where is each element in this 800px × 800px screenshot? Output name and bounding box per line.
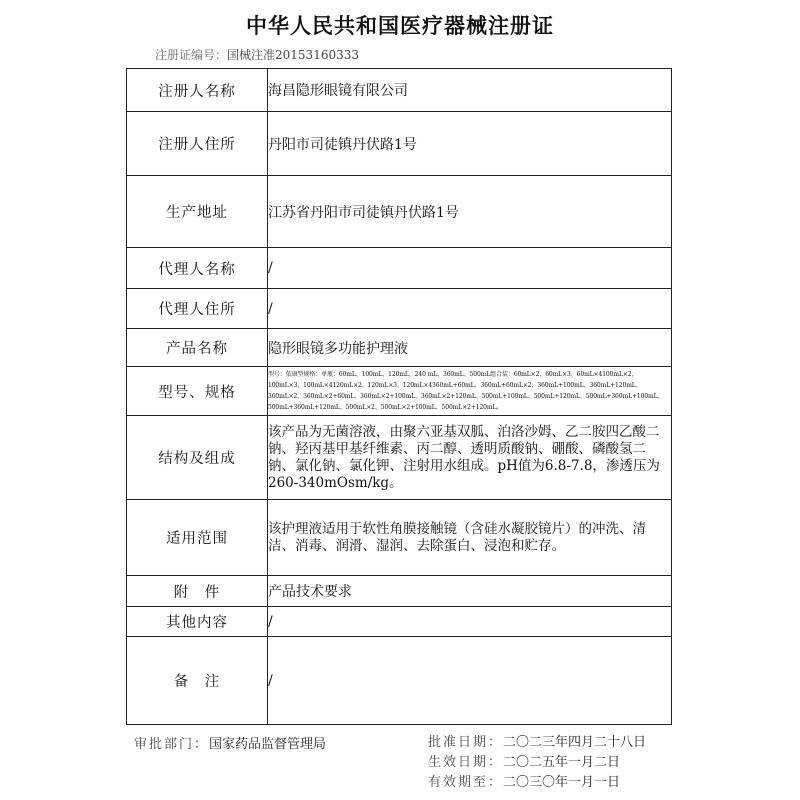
table-row-product-name (127, 329, 672, 367)
effective-date (428, 753, 646, 773)
approval-date (428, 733, 646, 753)
table-row-scope (127, 500, 672, 576)
row-value: / (268, 248, 672, 289)
row-value: 该护理液适用于软性角膜接触镜（含硅水凝胶镜片）的冲洗、清洁、消毒、润滑、湿润、去除蛋白、浸泡和贮存。 (268, 500, 672, 576)
row-label: 附 件 (127, 576, 268, 607)
row-label: 代理人住所 (127, 289, 268, 329)
approval-date-value: 二〇二三年四月二十八日 (503, 735, 647, 750)
row-label: 备 注 (127, 637, 268, 725)
table-row-registrant-address (127, 112, 672, 176)
effective-date-value: 二〇二五年一月二日 (503, 755, 621, 770)
certificate-number (155, 46, 359, 63)
row-value: 海昌隐形眼镜有限公司 (268, 69, 672, 112)
table-row-agent-address (127, 289, 672, 329)
document-title: 中华人民共和国医疗器械注册证 (246, 14, 554, 38)
table-row-model-spec (127, 367, 672, 416)
row-value: 江苏省丹阳市司徒镇丹伏路1号 (268, 176, 672, 248)
valid-until-label: 有效期至： (428, 775, 504, 790)
table-row-attachment (127, 576, 672, 607)
date-block (428, 733, 646, 793)
approving-authority (134, 733, 326, 752)
valid-until-value: 二〇三〇年一月一日 (503, 775, 621, 790)
row-value: / (268, 607, 672, 637)
row-label: 型号、规格 (127, 367, 268, 416)
row-label: 适用范围 (127, 500, 268, 576)
table-row-composition (127, 416, 672, 500)
row-value: 隐形眼镜多功能护理液 (268, 329, 672, 367)
certificate-number-label: 注册证编号： (155, 48, 228, 62)
row-value: 型号：依康型规格：单瓶：60mL、100mL、120mL、240 mL、360mL、500mL组合装：60mL×2、60mL×3、60mL×4100mL×2、100mL×3、100mL×4120mL×2、120mL×3、120mL×4360mL+60mL、360mL+60mL×2、360mL+100mL、360mL+120mL、360mL×2、360mL×2+60mL、360mL×2+100mL、360mL×2+120mL、500mL+100mL、500mL+120mL、500mL+360mL+100mL、500mL+360mL+120mL、500mL×2、500mL×2+100mL、500mL×2+120mL。 (268, 367, 672, 416)
approver-label: 审批部门： (134, 737, 210, 752)
row-label: 注册人名称 (127, 69, 268, 112)
row-value: 丹阳市司徒镇丹伏路1号 (268, 112, 672, 176)
row-label: 注册人住所 (127, 112, 268, 176)
valid-until (428, 773, 646, 793)
row-value: 产品技术要求 (268, 576, 672, 607)
table-row-agent-name (127, 248, 672, 289)
row-value: 该产品为无菌溶液，由聚六亚基双胍、泊洛沙姆、乙二胺四乙酸二钠、羟丙基甲基纤维素、丙二醇、透明质酸钠、硼酸、磷酸氢二钠、氯化钠、氯化钾、注射用水组成。pH值为6.8-7.8，渗透压为260-340mOsm/kg。 (268, 416, 672, 500)
registration-table (126, 68, 672, 725)
row-label: 生产地址 (127, 176, 268, 248)
approver-value: 国家药品监督管理局 (209, 737, 327, 752)
row-value: / (268, 637, 672, 725)
effective-date-label: 生效日期： (428, 755, 504, 770)
row-value: / (268, 289, 672, 329)
certificate-number-value: 国械注准20153160333 (227, 48, 359, 62)
table-row-registrant-name (127, 69, 672, 112)
row-label: 结构及组成 (127, 416, 268, 500)
table-row-production-address (127, 176, 672, 248)
table-row-other (127, 607, 672, 637)
row-label: 代理人名称 (127, 248, 268, 289)
row-label: 产品名称 (127, 329, 268, 367)
approval-date-label: 批准日期： (428, 735, 504, 750)
row-label: 其他内容 (127, 607, 268, 637)
table-row-remarks (127, 637, 672, 725)
